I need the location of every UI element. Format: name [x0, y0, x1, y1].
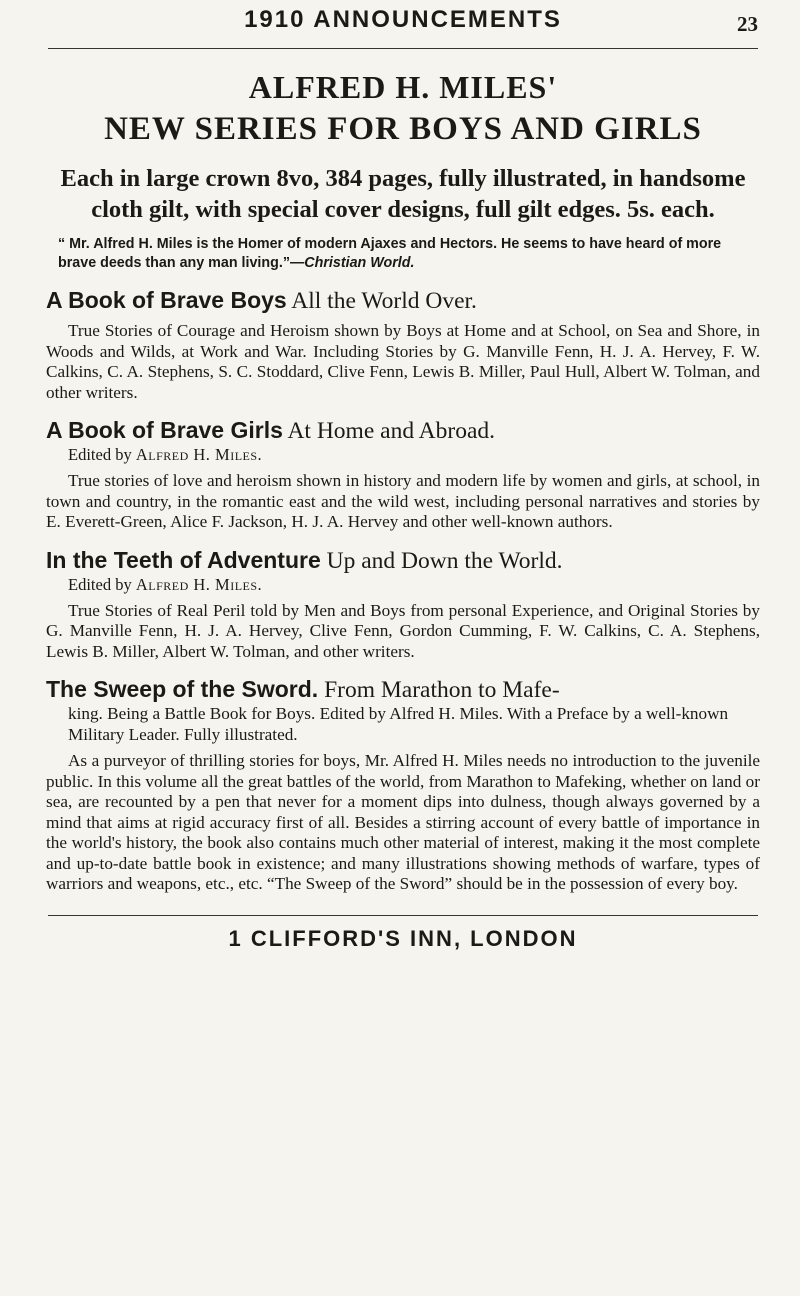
header-rule [48, 48, 758, 49]
page-header [46, 0, 760, 48]
book-title [46, 546, 760, 575]
book-title [46, 675, 760, 745]
book-title-bold: In the Teeth of Adventure [46, 546, 321, 573]
book-editor [46, 445, 760, 465]
book-editor [46, 575, 760, 595]
book-description: True Stories of Real Peril told by Men and Boys from personal Experience, and Original Stories by G. Manville Fenn, H. J. A. Hervey, Clive Fenn, Gordon Cumming, F. W. Calkins, C. A. Stephens, Lewis B. Miller, Albert W. Tolman, and other writers. [46, 600, 760, 661]
book-title [46, 286, 760, 315]
quote-text: “ Mr. Alfred H. Miles is the Homer of modern Ajaxes and Hectors. He seems to have heard of more brave deeds than any man living.”— [58, 236, 722, 271]
book-title-bold: A Book of Brave Girls [46, 417, 283, 443]
book-title [46, 416, 760, 445]
series-author-title: ALFRED H. MILES' [248, 69, 558, 105]
quote-source: Christian World. [304, 255, 415, 271]
page-number: 23 [737, 12, 758, 36]
book-description: As a purveyor of thrilling stories for boys, Mr. Alfred H. Miles needs no introduction to the juvenile public. In this volume all the great battles of the world, from Marathon to Mafeking, whether on land or sea, are recounted by a pen that never for a moment dips into dulness, though always governed by a mind that aims at rigid accuracy first of all. Besides a stirring account of every battle of importance in the world's history, the book also contains much other material of interest, making it the most complete and up-to-date battle book in existence; and many illustrations showing methods of warfare, types of warriors and weapons, etc., etc. “The Sweep of the Sword” should be in the possession of every boy. [46, 751, 760, 893]
book-entry [46, 286, 760, 403]
footer-rule [48, 915, 758, 916]
edition-description: Each in large crown 8vo, 384 pages, fully illustrated, in handsome cloth gilt, with special cover designs, full gilt edges. 5s. each. [60, 165, 746, 223]
book-title-rest: At Home and Abroad. [282, 418, 495, 444]
publisher-address: 1 CLIFFORD'S INN, LONDON [228, 925, 578, 951]
book-subtitle: king. Being a Battle Book for Boys. Edited by Alfred H. Miles. With a Preface by a well-known Military Leader. Fully illustrated. [68, 704, 729, 744]
running-head: 1910 ANNOUNCEMENTS [244, 6, 562, 33]
book-title-bold: A Book of Brave Boys [46, 287, 287, 313]
book-description: True Stories of Courage and Heroism shown by Boys at Home and at School, on Sea and Shore, in Woods and Wilds, at Work and War. Including Stories by G. Manville Fenn, H. J. A. Hervey, F. W. Calkins, C. A. Stephens, S. C. Stoddard, Clive Fenn, Lewis B. Miller, Paul Hull, Albert W. Tolman, and other writers. [46, 321, 760, 402]
book-title-rest: All the World Over. [286, 288, 477, 314]
book-title-rest: Up and Down the World. [320, 547, 563, 574]
editor-prefix: Edited by [68, 445, 136, 464]
press-quote [58, 235, 756, 273]
book-title-rest: From Marathon to Mafe- [318, 677, 560, 703]
book-title-bold: The Sweep of the Sword. [46, 676, 319, 702]
book-entry [46, 416, 760, 533]
book-entry [46, 546, 760, 663]
book-entry [46, 675, 760, 895]
editor-name: Alfred H. Miles. [135, 574, 263, 594]
editor-name: Alfred H. Miles. [135, 445, 263, 464]
book-description: True stories of love and heroism shown in history and modern life by women and girls, at school, in town and country, in the romantic east and the wild west, including personal narratives and stories by E. Everett-Green, Alice F. Jackson, H. J. A. Hervey and other well-known authors. [46, 471, 760, 531]
series-title: NEW SERIES FOR BOYS AND GIRLS [104, 111, 702, 147]
editor-prefix: Edited by [68, 574, 136, 594]
